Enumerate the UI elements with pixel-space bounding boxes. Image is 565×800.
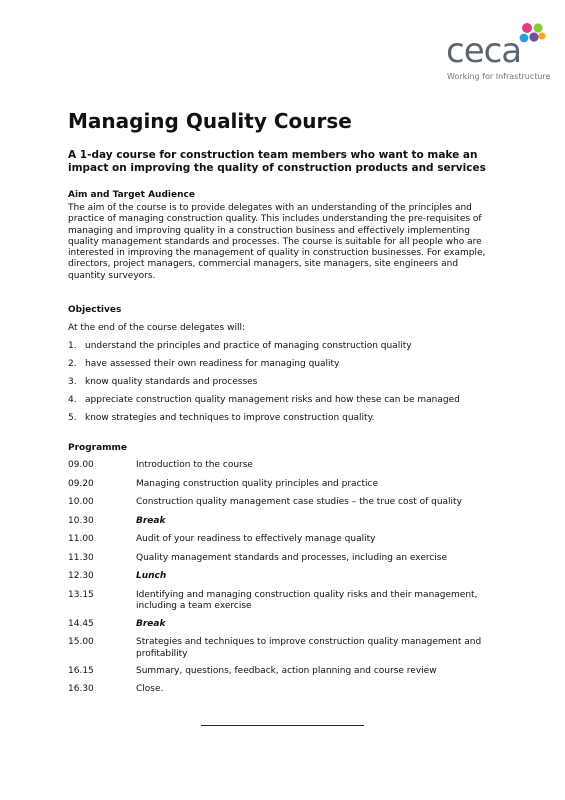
table-row: [68, 571, 508, 583]
table-row: [68, 497, 508, 509]
objectives-intro: At the end of the course delegates will:: [68, 323, 245, 333]
table-row: [68, 534, 508, 546]
table-row: [68, 666, 508, 678]
objective-number: 5.: [68, 413, 77, 423]
objective-text: know quality standards and processes: [85, 377, 258, 387]
programme-time: 13.15: [68, 589, 94, 600]
aim-paragraph: The aim of the course is to provide delegates with an understanding of the principles and practice of managing construction quality. This includes understanding the pre-requisites of managing and improving quality in a construction business and effectively implementing quality management standards and processes. The course is suitable for all people who are interested in improving the management of quality in construction businesses. For example, directors, project managers, commercial managers, site managers, site engineers and quantity surveyors.: [68, 203, 486, 281]
objective-number: 1.: [68, 341, 77, 351]
programme-description: Quality management standards and processes, including an exercise: [136, 552, 448, 563]
programme-time: 15.00: [68, 637, 94, 647]
table-row: [68, 619, 508, 631]
programme-time: 10.00: [68, 497, 94, 507]
course-subtitle: A 1-day course for construction team members who want to make an impact on improving the quality of construction products and services: [68, 149, 486, 174]
table-row: [68, 479, 508, 491]
ceca-logo-mark-icon: [518, 21, 546, 49]
logo-wordmark: ceca: [446, 31, 522, 71]
programme-description: Strategies and techniques to improve construction quality management and profitability: [136, 637, 482, 659]
programme-description: Construction quality management case studies – the true cost of quality: [136, 497, 462, 507]
programme-time: 11.30: [68, 552, 94, 563]
list-item: [68, 412, 508, 430]
footer-divider: [201, 725, 364, 726]
programme-time: 12.30: [68, 571, 94, 581]
list-item: [68, 394, 508, 412]
programme-description: Lunch: [136, 571, 167, 581]
programme-time: 16.15: [68, 666, 94, 676]
list-item: [68, 376, 508, 394]
programme-table: [68, 460, 508, 701]
programme-description: Introduction to the course: [136, 460, 253, 470]
programme-time: 09.00: [68, 460, 94, 470]
table-row: [68, 460, 508, 472]
objective-number: 3.: [68, 377, 77, 387]
programme-time: 10.30: [68, 515, 94, 526]
table-row: [68, 516, 508, 528]
objective-text: understand the principles and practice of managing construction quality: [85, 341, 412, 351]
programme-description: Audit of your readiness to effectively manage quality: [136, 534, 376, 544]
programme-time: 09.20: [68, 478, 94, 489]
list-item: [68, 340, 508, 358]
objective-text: know strategies and techniques to improve construction quality.: [85, 413, 375, 423]
objective-text: appreciate construction quality management risks and how these can be managed: [85, 395, 460, 405]
programme-time: 11.00: [68, 534, 94, 544]
table-row: [68, 590, 508, 613]
programme-description: Identifying and managing construction quality risks and their management, including a team exercise: [136, 589, 478, 611]
table-row: [68, 684, 508, 696]
objective-number: 4.: [68, 395, 77, 405]
programme-heading: Programme: [68, 443, 128, 453]
objective-text: have assessed their own readiness for managing quality: [85, 359, 340, 369]
programme-description: Summary, questions, feedback, action planning and course review: [136, 666, 437, 676]
ceca-logo: [446, 20, 551, 86]
list-item: [68, 358, 508, 376]
programme-description: Break: [136, 515, 166, 526]
objectives-list: [68, 340, 508, 430]
programme-description: Close.: [136, 683, 164, 694]
page-title: Managing Quality Course: [68, 109, 352, 133]
programme-description: Break: [136, 618, 166, 629]
aim-heading: Aim and Target Audience: [68, 190, 195, 200]
programme-time: 16.30: [68, 683, 94, 694]
programme-time: 14.45: [68, 618, 94, 629]
table-row: [68, 637, 508, 660]
objective-number: 2.: [68, 359, 77, 369]
programme-description: Managing construction quality principles and practice: [136, 478, 379, 489]
logo-tagline: Working for Infrastructure: [447, 72, 551, 81]
objectives-heading: Objectives: [68, 305, 122, 315]
table-row: [68, 553, 508, 565]
